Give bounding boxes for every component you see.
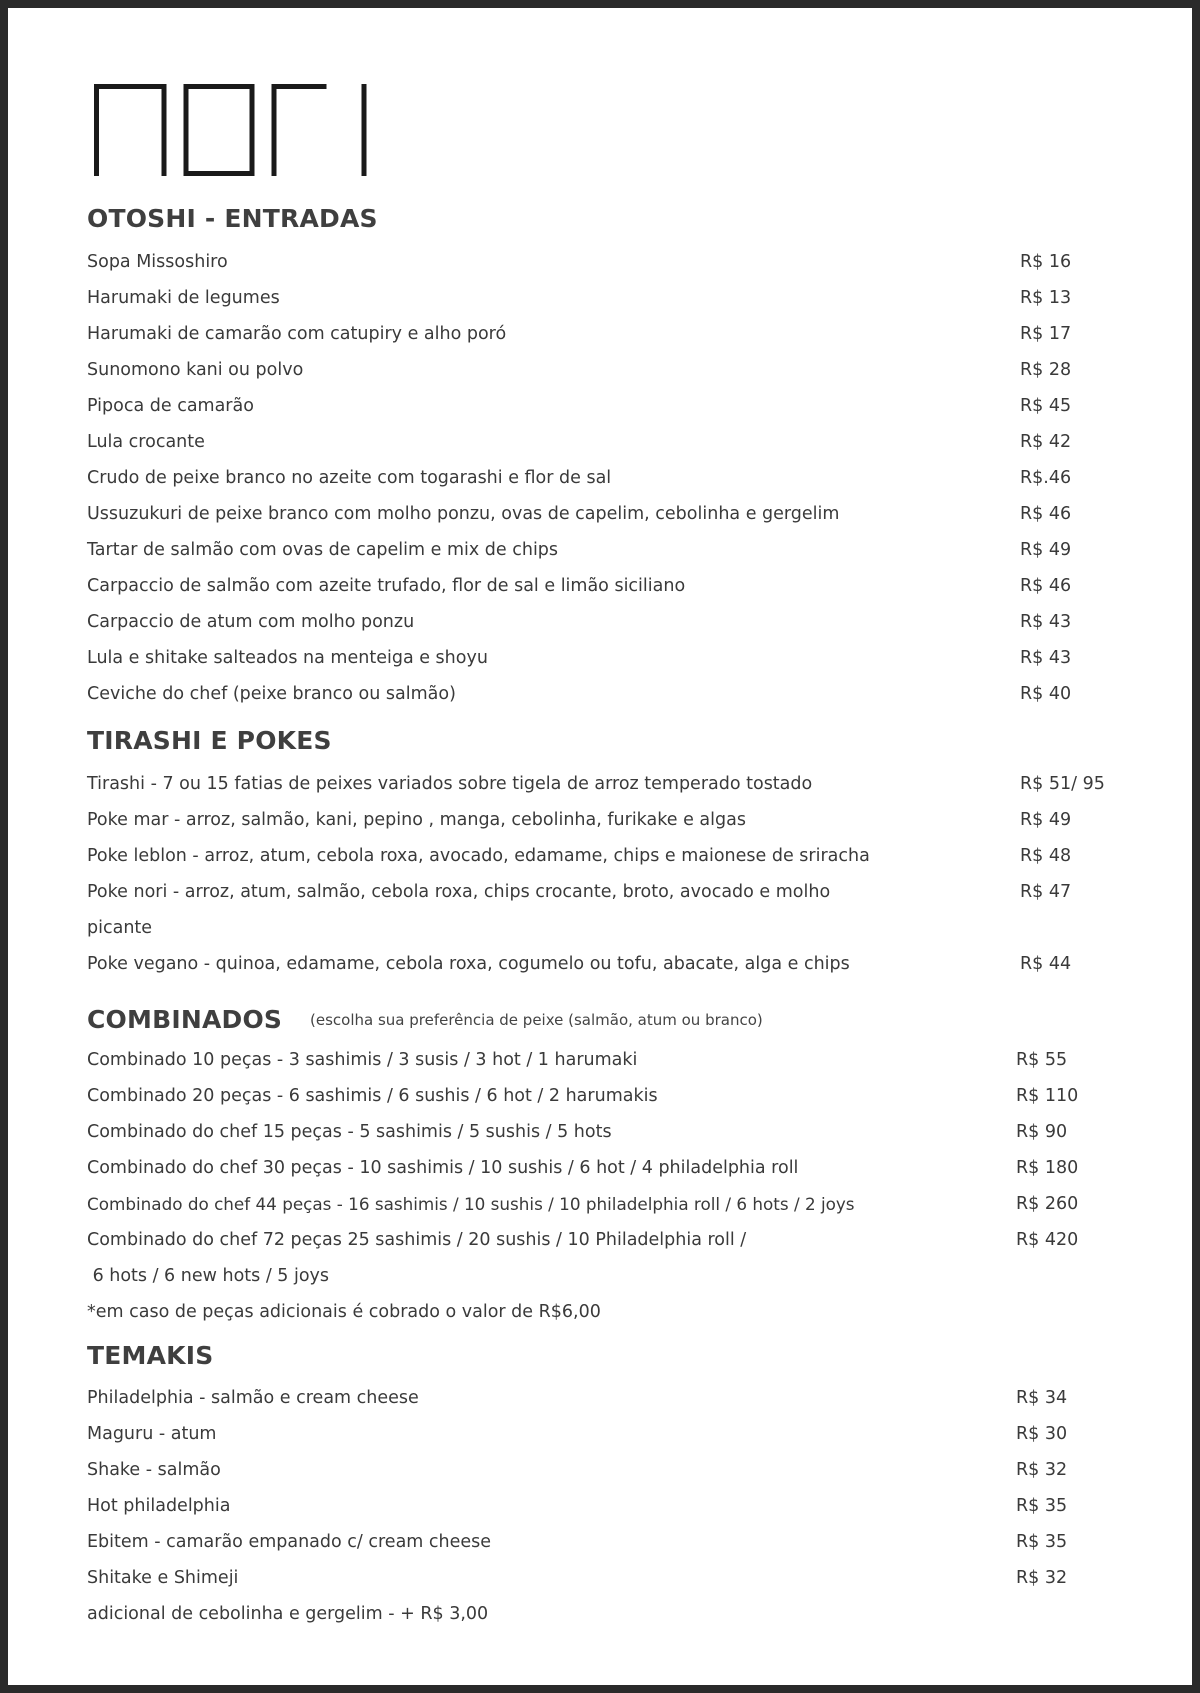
- nori-logo: [94, 84, 369, 176]
- item-price: R$ 49: [1020, 540, 1072, 560]
- menu-item: [8, 424, 1192, 460]
- item-price: R$ 47: [1020, 882, 1072, 902]
- item-name-continuation: 6 hots / 6 new hots / 5 joys: [87, 1266, 330, 1286]
- item-name: Ussuzukuri de peixe branco com molho ponzu, ovas de capelim, cebolinha e gergelim: [87, 504, 840, 524]
- item-price: R$ 42: [1020, 432, 1072, 452]
- nori-logo-mark: [94, 84, 369, 176]
- menu-item: [8, 640, 1192, 676]
- menu-item: [8, 802, 1192, 838]
- item-name: Poke mar - arroz, salmão, kani, pepino , manga, cebolinha, furikake e algas: [87, 810, 746, 830]
- item-name: Carpaccio de salmão com azeite trufado, flor de sal e limão siciliano: [87, 576, 686, 596]
- additional-pieces-note: *em caso de peças adicionais é cobrado o valor de R$6,00: [87, 1302, 601, 1322]
- item-name: Shitake e Shimeji: [87, 1568, 239, 1588]
- item-name-continuation: picante: [87, 918, 153, 938]
- menu-item: [8, 352, 1192, 388]
- item-name: Lula crocante: [87, 432, 205, 452]
- menu-item: [8, 388, 1192, 424]
- item-price: R$ 110: [1016, 1086, 1079, 1106]
- item-name: Sopa Missoshiro: [87, 252, 228, 272]
- menu-item: [8, 1078, 1192, 1114]
- item-price: R$.46: [1020, 468, 1072, 488]
- menu-item: [8, 460, 1192, 496]
- item-price: R$ 420: [1016, 1230, 1079, 1250]
- item-price: R$ 32: [1016, 1460, 1068, 1480]
- menu-item: [8, 946, 1192, 982]
- menu-item: [8, 1524, 1192, 1560]
- item-price: R$ 35: [1016, 1496, 1068, 1516]
- menu-item: [8, 244, 1192, 280]
- menu-item-continuation: [8, 1258, 1192, 1294]
- menu-item: [8, 568, 1192, 604]
- item-price: R$ 40: [1020, 684, 1072, 704]
- item-price: R$ 55: [1016, 1050, 1068, 1070]
- menu-page: [8, 8, 1192, 1685]
- menu-item: [8, 1488, 1192, 1524]
- menu-item: [8, 496, 1192, 532]
- item-price: R$ 260: [1016, 1194, 1079, 1214]
- item-name: Maguru - atum: [87, 1424, 217, 1444]
- item-name: Combinado do chef 44 peças - 16 sashimis / 10 sushis / 10 philadelphia roll / 6 hots / 2 joys: [87, 1194, 855, 1214]
- item-name: Lula e shitake salteados na menteiga e shoyu: [87, 648, 488, 668]
- item-name: Poke vegano - quinoa, edamame, cebola roxa, cogumelo ou tofu, abacate, alga e chips: [87, 954, 850, 974]
- item-name: Shake - salmão: [87, 1460, 221, 1480]
- item-price: R$ 34: [1016, 1388, 1068, 1408]
- item-name: Ebitem - camarão empanado c/ cream cheese: [87, 1532, 492, 1552]
- item-name: Poke nori - arroz, atum, salmão, cebola roxa, chips crocante, broto, avocado e molho: [87, 882, 831, 902]
- menu-item: [8, 604, 1192, 640]
- item-name: Crudo de peixe branco no azeite com togarashi e flor de sal: [87, 468, 612, 488]
- menu-item: [8, 532, 1192, 568]
- item-price: R$ 51/ 95: [1020, 774, 1105, 794]
- item-price: R$ 44: [1020, 954, 1072, 974]
- item-price: R$ 13: [1020, 288, 1072, 308]
- item-name: Carpaccio de atum com molho ponzu: [87, 612, 415, 632]
- menu-item: [8, 874, 1192, 910]
- section-heading-otoshi: OTOSHI - ENTRADAS: [87, 204, 378, 233]
- item-name: Pipoca de camarão: [87, 396, 254, 416]
- menu-item: [8, 1042, 1192, 1078]
- item-name: Combinado 10 peças - 3 sashimis / 3 susis / 3 hot / 1 harumaki: [87, 1050, 638, 1070]
- menu-item: [8, 316, 1192, 352]
- menu-item: [8, 1560, 1192, 1596]
- section-heading-combinados: COMBINADOS: [87, 1005, 283, 1034]
- item-price: R$ 49: [1020, 810, 1072, 830]
- item-price: R$ 43: [1020, 612, 1072, 632]
- item-name: Tirashi - 7 ou 15 fatias de peixes variados sobre tigela de arroz temperado tostado: [87, 774, 813, 794]
- item-price: R$ 90: [1016, 1122, 1068, 1142]
- item-price: R$ 28: [1020, 360, 1072, 380]
- section-heading-note: (escolha sua preferência de peixe (salmão, atum ou branco): [310, 1011, 763, 1029]
- section-heading-tirashi: TIRASHI E POKES: [87, 726, 332, 755]
- item-price: R$ 43: [1020, 648, 1072, 668]
- menu-item: [8, 766, 1192, 802]
- item-name: Ceviche do chef (peixe branco ou salmão): [87, 684, 456, 704]
- item-price: R$ 48: [1020, 846, 1072, 866]
- temaki-addon-note: adicional de cebolinha e gergelim - + R$ 3,00: [87, 1604, 489, 1624]
- section-heading-temakis: TEMAKIS: [87, 1341, 214, 1370]
- item-price: R$ 17: [1020, 324, 1072, 344]
- item-name: Poke leblon - arroz, atum, cebola roxa, avocado, edamame, chips e maionese de sriracha: [87, 846, 870, 866]
- item-name: Philadelphia - salmão e cream cheese: [87, 1388, 419, 1408]
- menu-item: [8, 280, 1192, 316]
- item-price: R$ 46: [1020, 576, 1072, 596]
- item-price: R$ 46: [1020, 504, 1072, 524]
- item-price: R$ 30: [1016, 1424, 1068, 1444]
- menu-item: [8, 1222, 1192, 1258]
- item-price: R$ 45: [1020, 396, 1072, 416]
- item-name: Hot philadelphia: [87, 1496, 231, 1516]
- item-price: R$ 32: [1016, 1568, 1068, 1588]
- menu-item: [8, 1186, 1192, 1222]
- menu-item: [8, 1452, 1192, 1488]
- menu-item: [8, 676, 1192, 712]
- menu-item-continuation: [8, 910, 1192, 946]
- menu-item: [8, 1416, 1192, 1452]
- item-name: Combinado do chef 72 peças 25 sashimis / 20 sushis / 10 Philadelphia roll /: [87, 1230, 747, 1250]
- menu-item: [8, 1114, 1192, 1150]
- item-name: Harumaki de legumes: [87, 288, 280, 308]
- item-price: R$ 35: [1016, 1532, 1068, 1552]
- item-name: Tartar de salmão com ovas de capelim e mix de chips: [87, 540, 559, 560]
- item-price: R$ 16: [1020, 252, 1072, 272]
- menu-item: [8, 1150, 1192, 1186]
- item-name: Sunomono kani ou polvo: [87, 360, 304, 380]
- menu-item: [8, 1380, 1192, 1416]
- item-name: Harumaki de camarão com catupiry e alho poró: [87, 324, 507, 344]
- item-name: Combinado 20 peças - 6 sashimis / 6 sushis / 6 hot / 2 harumakis: [87, 1086, 658, 1106]
- item-name: Combinado do chef 15 peças - 5 sashimis / 5 sushis / 5 hots: [87, 1122, 612, 1142]
- item-name: Combinado do chef 30 peças - 10 sashimis / 10 sushis / 6 hot / 4 philadelphia roll: [87, 1158, 799, 1178]
- menu-item: [8, 838, 1192, 874]
- item-price: R$ 180: [1016, 1158, 1079, 1178]
